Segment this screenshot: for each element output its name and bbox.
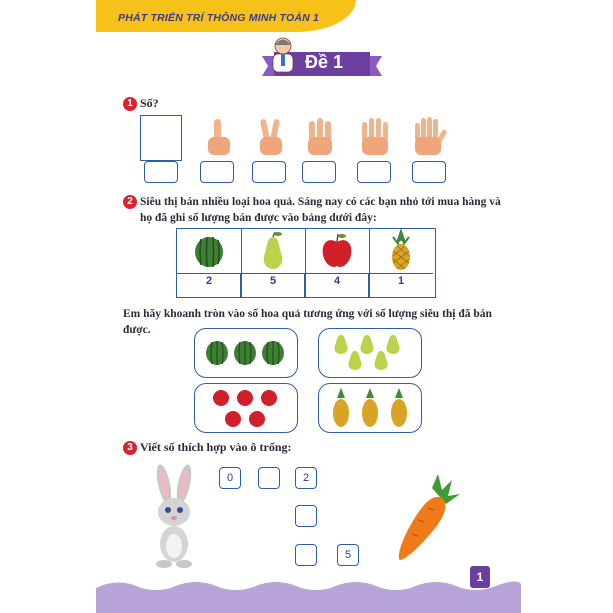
five-finger-hand-icon bbox=[409, 115, 451, 159]
one-finger-hand-icon bbox=[198, 115, 240, 159]
question-1-prompt: Số? bbox=[140, 96, 159, 110]
watermelon-icon bbox=[177, 229, 241, 273]
seq-box-3[interactable]: 2 bbox=[295, 467, 317, 489]
q1-answer-small-2[interactable] bbox=[200, 161, 234, 183]
question-2-intro: Siêu thị bán nhiều loại hoa quả. Sáng nay có các bạn nhỏ tới mua hàng và họ đã ghi số lượng bán được vào bảng dưới đây: bbox=[140, 196, 501, 224]
pear-count: 5 bbox=[269, 275, 277, 287]
seq-box-6[interactable]: 5 bbox=[337, 544, 359, 566]
five-pears-icon bbox=[319, 329, 421, 377]
question-1-number: 1 bbox=[123, 97, 137, 111]
table-divider bbox=[304, 273, 306, 297]
five-apples-icon bbox=[195, 384, 297, 432]
three-pineapples-icon bbox=[319, 384, 421, 432]
apple-icon bbox=[305, 229, 369, 273]
seq-box-2[interactable] bbox=[258, 467, 280, 489]
question-3-number: 3 bbox=[123, 441, 137, 455]
two-finger-hand-icon bbox=[250, 115, 292, 159]
seq-box-5[interactable] bbox=[295, 544, 317, 566]
pear-group[interactable] bbox=[318, 328, 422, 378]
pineapple-group[interactable] bbox=[318, 383, 422, 433]
carrot-icon bbox=[392, 474, 462, 566]
page-number: 1 bbox=[470, 566, 490, 588]
watermelon-group[interactable] bbox=[194, 328, 298, 378]
pineapple-count: 1 bbox=[397, 275, 405, 287]
question-3-prompt: Viết số thích hợp vào ô trống: bbox=[140, 440, 292, 454]
apple-group[interactable] bbox=[194, 383, 298, 433]
exercise-title: Đề 1 bbox=[305, 52, 344, 72]
three-finger-hand-icon bbox=[299, 115, 341, 159]
pineapple-icon bbox=[369, 229, 433, 273]
apple-cell bbox=[305, 229, 370, 274]
rabbit-icon bbox=[146, 462, 206, 572]
fruit-sales-table bbox=[176, 228, 436, 298]
pear-icon bbox=[241, 229, 305, 273]
four-finger-hand-icon bbox=[354, 115, 396, 159]
table-divider bbox=[240, 273, 242, 297]
table-divider bbox=[368, 273, 370, 297]
q1-answer-small-6[interactable] bbox=[412, 161, 446, 183]
question-2-number: 2 bbox=[123, 195, 137, 209]
apple-count: 4 bbox=[333, 275, 341, 287]
teacher-icon bbox=[270, 36, 296, 76]
header-title: PHÁT TRIỂN TRÍ THÔNG MINH TOÁN 1 bbox=[118, 12, 320, 24]
q1-answer-small-5[interactable] bbox=[357, 161, 391, 183]
q1-answer-box[interactable] bbox=[140, 115, 182, 161]
seq-box-1[interactable]: 0 bbox=[219, 467, 241, 489]
watermelon-count: 2 bbox=[205, 275, 213, 287]
pear-cell bbox=[241, 229, 306, 274]
question-2-instruction: Em hãy khoanh tròn vào số hoa quả tương ứng với số lượng siêu thị đã bán được. bbox=[123, 308, 492, 336]
seq-box-4[interactable] bbox=[295, 505, 317, 527]
q1-answer-small-4[interactable] bbox=[302, 161, 336, 183]
q1-answer-small-1[interactable] bbox=[144, 161, 178, 183]
q1-answer-small-3[interactable] bbox=[252, 161, 286, 183]
pineapple-cell bbox=[369, 229, 433, 274]
watermelon-cell bbox=[177, 229, 242, 274]
footer-wave bbox=[96, 578, 521, 613]
three-watermelons-icon bbox=[195, 329, 297, 377]
